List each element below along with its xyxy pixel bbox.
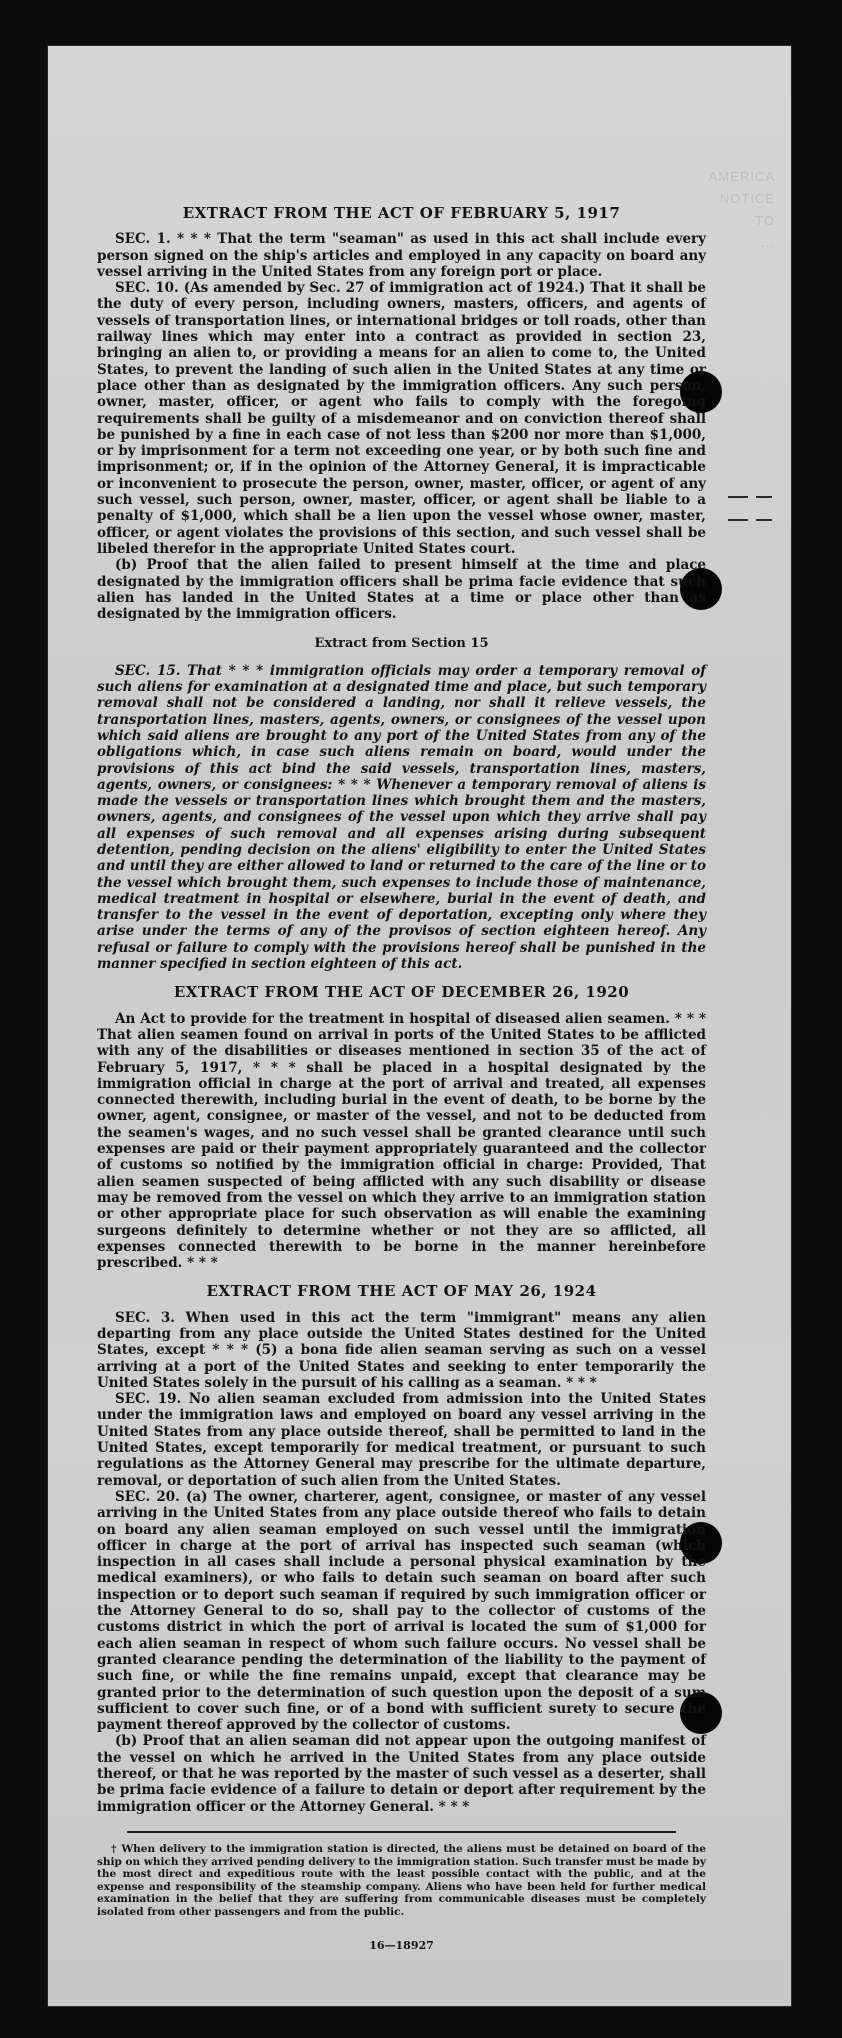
paragraph-sec-20a: SEC. 20. (a) The owner, charterer, agent, consignee, or master of any vessel arriving in the United States from any place outside thereof who fails to detain on board any alien seaman employed on such vessel until the immigration officer in charge at the port of arrival has inspected such seaman (which inspection in all cases shall include a personal physical examination by the medical examiners), or who fails to detain such seaman on board after such inspection or to deport such seaman if required by such immigration officer or the Attorney General to do so, shall pay to the collector of customs of the customs district in which the port of arrival is located the sum of $1,000 for each alien seaman in respect of whom such failure occurs. No vessel shall be granted clearance pending the determination of the liability to the payment of such fine, or while the fine remains unpaid, except that clearance may be granted prior to the determination of such question upon the deposit of a sum sufficient to cover such fine, or of a bond with sufficient surety to secure the payment thereof approved by the collector of customs. bbox=[97, 1488, 706, 1734]
print-code: 16—18927 bbox=[369, 1939, 434, 1953]
footnote-divider bbox=[127, 1831, 676, 1833]
document-text bbox=[97, 193, 706, 1955]
margin-dash-2 bbox=[756, 496, 772, 498]
margin-dash-1 bbox=[728, 496, 748, 498]
paragraph-sec-10b: (b) Proof that the alien failed to present himself at the time and place designated by the immigration officers shall be prima facie evidence that such alien has landed in the United States at a time or place other than as designated by the immigration officers. bbox=[97, 557, 706, 623]
paragraph-sec-1: SEC. 1. * * * That the term "seaman" as used in this act shall include every person signed on the ship's articles and employed in any capacity on board any vessel arriving in the United States from any foreign port or place. bbox=[97, 231, 706, 280]
paragraph-sec-20b: (b) Proof that an alien seaman did not appear upon the outgoing manifest of the vessel on which he arrived in the United States from any place outside thereof, or that he was reported by the master of such vessel as a deserter, shall be prima facie evidence of a failure to detain or deport after requirement by the immigration officer or the Attorney General. * * * bbox=[97, 1733, 706, 1815]
heading-act-1924: EXTRACT FROM THE ACT OF MAY 26, 1924 bbox=[206, 1282, 597, 1301]
paragraph-sec-19: SEC. 19. No alien seaman excluded from admission into the United States under the immigration laws and employed on board any vessel arriving in the United States from any place outside thereof, shall be permitted to land in the United States, except temporarily for medical treatment, or pursuant to such regulations as the Attorney General may prescribe for the ultimate departure, removal, or deportation of such alien from the United States. bbox=[97, 1391, 706, 1489]
paragraph-sec-10: SEC. 10. (As amended by Sec. 27 of immigration act of 1924.) That it shall be the duty of every person, including owners, masters, officers, and agents of vessels of transportation lines, or international bridges or toll roads, other than railway lines which may enter into a contract as provided in section 23, bringing an alien to, or providing a means for an alien to come to, the United States, to prevent the landing of such alien in the United States at any time or place other than as designated by the immigration officers. Any such person, owner, master, officer, or agent who fails to comply with the foregoing requirements shall be guilty of a misdemeanor and on conviction thereof shall be punished by a fine in each case of not less than $200 nor more than $1,000, or by imprisonment for a term not exceeding one year, or by both such fine and imprisonment; or, if in the opinion of the Attorney General, it is impracticable or inconvenient to prosecute the person, owner, master, officer, or agent of any such vessel, such person, owner, master, officer, or agent shall be liable to a penalty of $1,000, which shall be a lien upon the vessel whose owner, master, officer, or agent violates the provisions of this section, and such vessel shall be libeled therefor in the appropriate United States court. bbox=[97, 280, 706, 557]
bleed-through-text: AMERICA NOTICE TO ... bbox=[708, 169, 775, 250]
paragraph-act-1920: An Act to provide for the treatment in hospital of diseased alien seamen. * * * That alien seamen found on arrival in ports of the United States to be afflicted with any of the disabilities or diseases mentioned in section 35 of the act of February 5, 1917, * * * shall be placed in a hospital designated by the immigration official in charge at the port of arrival and treated, all expenses connected therewith, including burial in the event of death, to be borne by the owner, agent, consignee, or master of the vessel, and not to be deducted from the seamen's wages, and no such vessel shall be granted clearance until such expenses are paid or their payment appropriately guaranteed and the collector of customs so notified by the immigration official in charge: Provided, That alien seamen suspected of being afflicted with any such disability or disease may be removed from the vessel on which they arrive to an immigration station or other appropriate place for such observation as will enable the examining surgeons definitely to determine whether or not they are so afflicted, all expenses connected therewith to be borne in the manner hereinbefore prescribed. * * * bbox=[97, 1010, 706, 1272]
margin-dash-3 bbox=[728, 519, 748, 521]
paragraph-sec-3: SEC. 3. When used in this act the term "immigrant" means any alien departing from any place outside the United States destined for the United States, except * * * (5) a bona fide alien seaman serving as such on a vessel arriving at a port of the United States and seeking to enter temporarily the United States solely in the pursuit of his calling as a seaman. * * * bbox=[97, 1309, 706, 1391]
heading-act-1917: EXTRACT FROM THE ACT OF FEBRUARY 5, 1917 bbox=[182, 204, 621, 222]
margin-dash-4 bbox=[756, 519, 772, 521]
paragraph-sec-15: SEC. 15. That * * * immigration officials may order a temporary removal of such aliens for examination at a designated time and place, but such temporary removal shall not be considered a landing, nor shall it relieve vessels, the transportation lines, masters, agents, owners, or consignees of the vessel upon which said aliens are brought to any port of the United States from any of the obligations which, in case such aliens remain on board, would under the provisions of this act bind the said vessels, transportation lines, masters, agents, owners, or consignees: * * * Whenever a temporary removal of aliens is made the vessels or transportation lines which brought them and the masters, owners, agents, and consignees of the vessel upon which they arrive shall pay all expenses of such removal and all expenses arising during subsequent detention, pending decision on the aliens' eligibility to enter the United States and until they are either allowed to land or returned to the care of the line or to the vessel which brought them, such expenses to include those of maintenance, medical treatment in hospital or elsewhere, burial in the event of death, and transfer to the vessel in the event of deportation, excepting only where they arise under the terms of any of the provisos of section eighteen hereof. Any refusal or failure to comply with the provisions hereof shall be punished in the manner specified in section eighteen of this act. bbox=[97, 662, 706, 973]
heading-act-1920: EXTRACT FROM THE ACT OF DECEMBER 26, 1920 bbox=[173, 983, 630, 1002]
heading-section-15: Extract from Section 15 bbox=[314, 636, 489, 652]
footnote: † When delivery to the immigration station is directed, the aliens must be detained on board of the ship on which they arrived pending delivery to the immigration station. Such transfer must be made by the most direct and expeditious route with the least possible contact with the public, and at the expense and responsibility of the steamship company. Aliens who have been held for further medical examination in the belief that they are suffering from communicable diseases must be completely isolated from other passengers and from the public. bbox=[97, 1842, 706, 1918]
